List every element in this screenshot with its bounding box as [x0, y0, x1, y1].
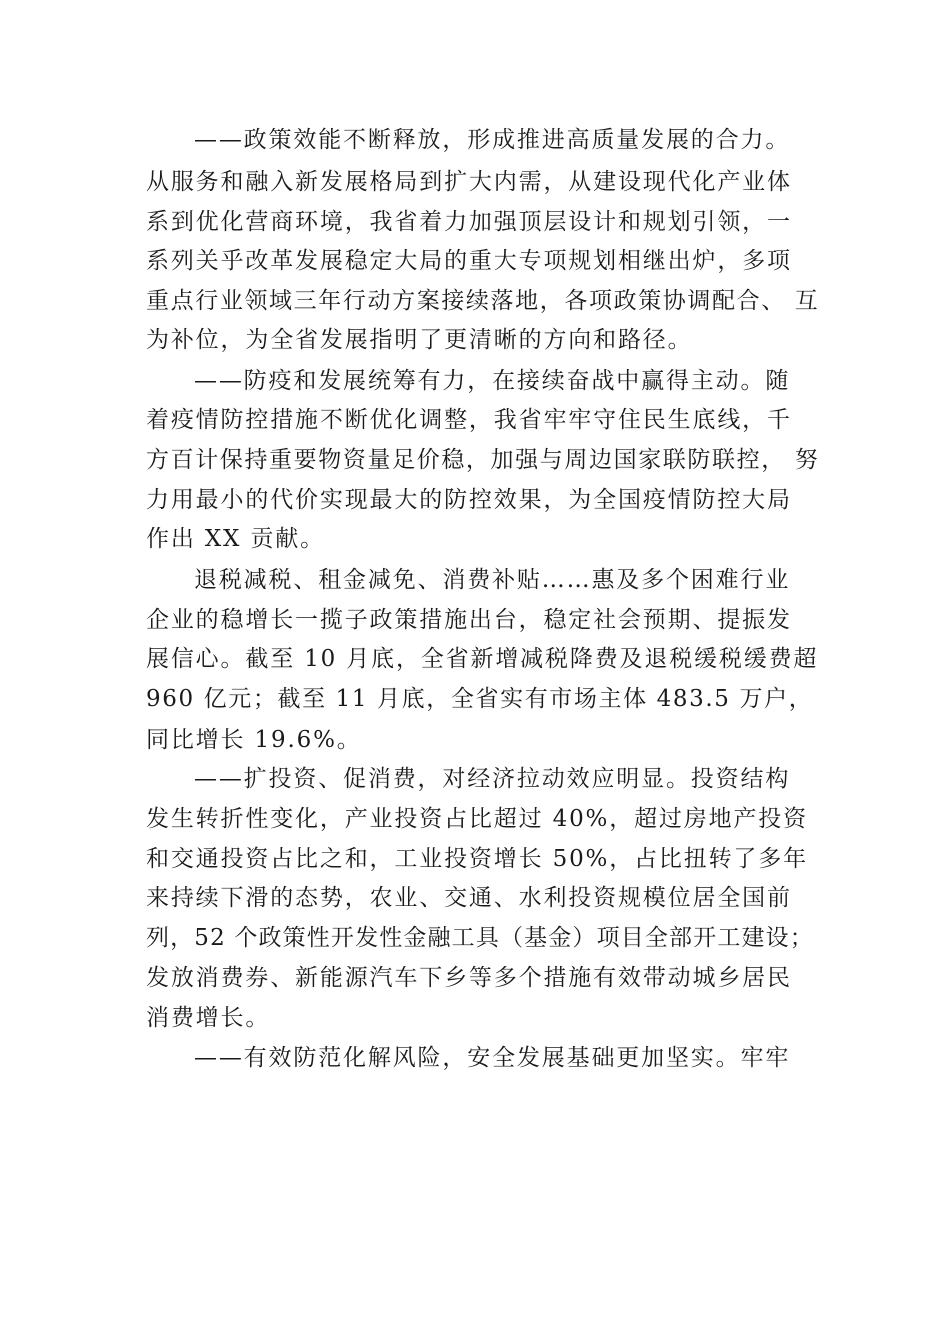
text-line: ——政策效能不断释放，形成推进高质量发展的合力。 [194, 127, 791, 153]
text-line: 同比增长 19.6%。 [146, 727, 362, 753]
text-line: 退税减税、租金减免、消费补贴……惠及多个困难行业 [194, 567, 791, 593]
text-line: 来持续下滑的态势，农业、交通、水利投资规模位居全国前 [146, 885, 792, 911]
text-line: 系列关乎改革发展稳定大局的重大专项规划相继出炉，多项 [146, 248, 792, 274]
text-line: 从服务和融入新发展格局到扩大内需，从建设现代化产业体 [146, 169, 792, 195]
text-line: 力用最小的代价实现最大的防控效果，为全国疫情防控大局 [146, 487, 792, 513]
text-line: 发放消费券、新能源汽车下乡等多个措施有效带动城乡居民 [146, 965, 792, 991]
text-line: 着疫情防控措施不断优化调整，我省牢牢守住民生底线，千 [146, 407, 792, 433]
text-line: 作出 XX 贡献。 [146, 526, 325, 552]
text-line: 消费增长。 [146, 1005, 271, 1031]
text-line: 系到优化营商环境，我省着力加强顶层设计和规划引领，一 [146, 209, 792, 235]
text-line: 发生转折性变化，产业投资占比超过 40%，超过房地产投资 [146, 806, 808, 832]
text-line: 展信心。截至 10 月底，全省新增减税降费及退税缓税缓费超 [146, 646, 819, 672]
text-line: ——扩投资、促消费，对经济拉动效应明显。投资结构 [194, 766, 791, 792]
text-line: 和交通投资占比之和，工业投资增长 50%，占比扭转了多年 [146, 846, 808, 872]
text-line: 重点行业领域三年行动方案接续落地，各项政策协调配合、 互 [146, 288, 820, 314]
text-line: 列，52 个政策性开发性金融工具（基金）项目全部开工建设； [146, 925, 814, 951]
text-line: 960 亿元；截至 11 月底，全省实有市场主体 483.5 万户， [146, 686, 814, 712]
text-line: 企业的稳增长一揽子政策措施出台，稳定社会预期、提振发 [146, 607, 792, 633]
text-line: ——有效防范化解风险，安全发展基础更加坚实。牢牢 [194, 1045, 791, 1071]
text-line: 为补位，为全省发展指明了更清晰的方向和路径。 [146, 327, 693, 353]
text-line: ——防疫和发展统筹有力，在接续奋战中赢得主动。随 [194, 368, 791, 394]
text-line: 方百计保持重要物资量足价稳，加强与周边国家联防联控， 努 [146, 447, 820, 473]
